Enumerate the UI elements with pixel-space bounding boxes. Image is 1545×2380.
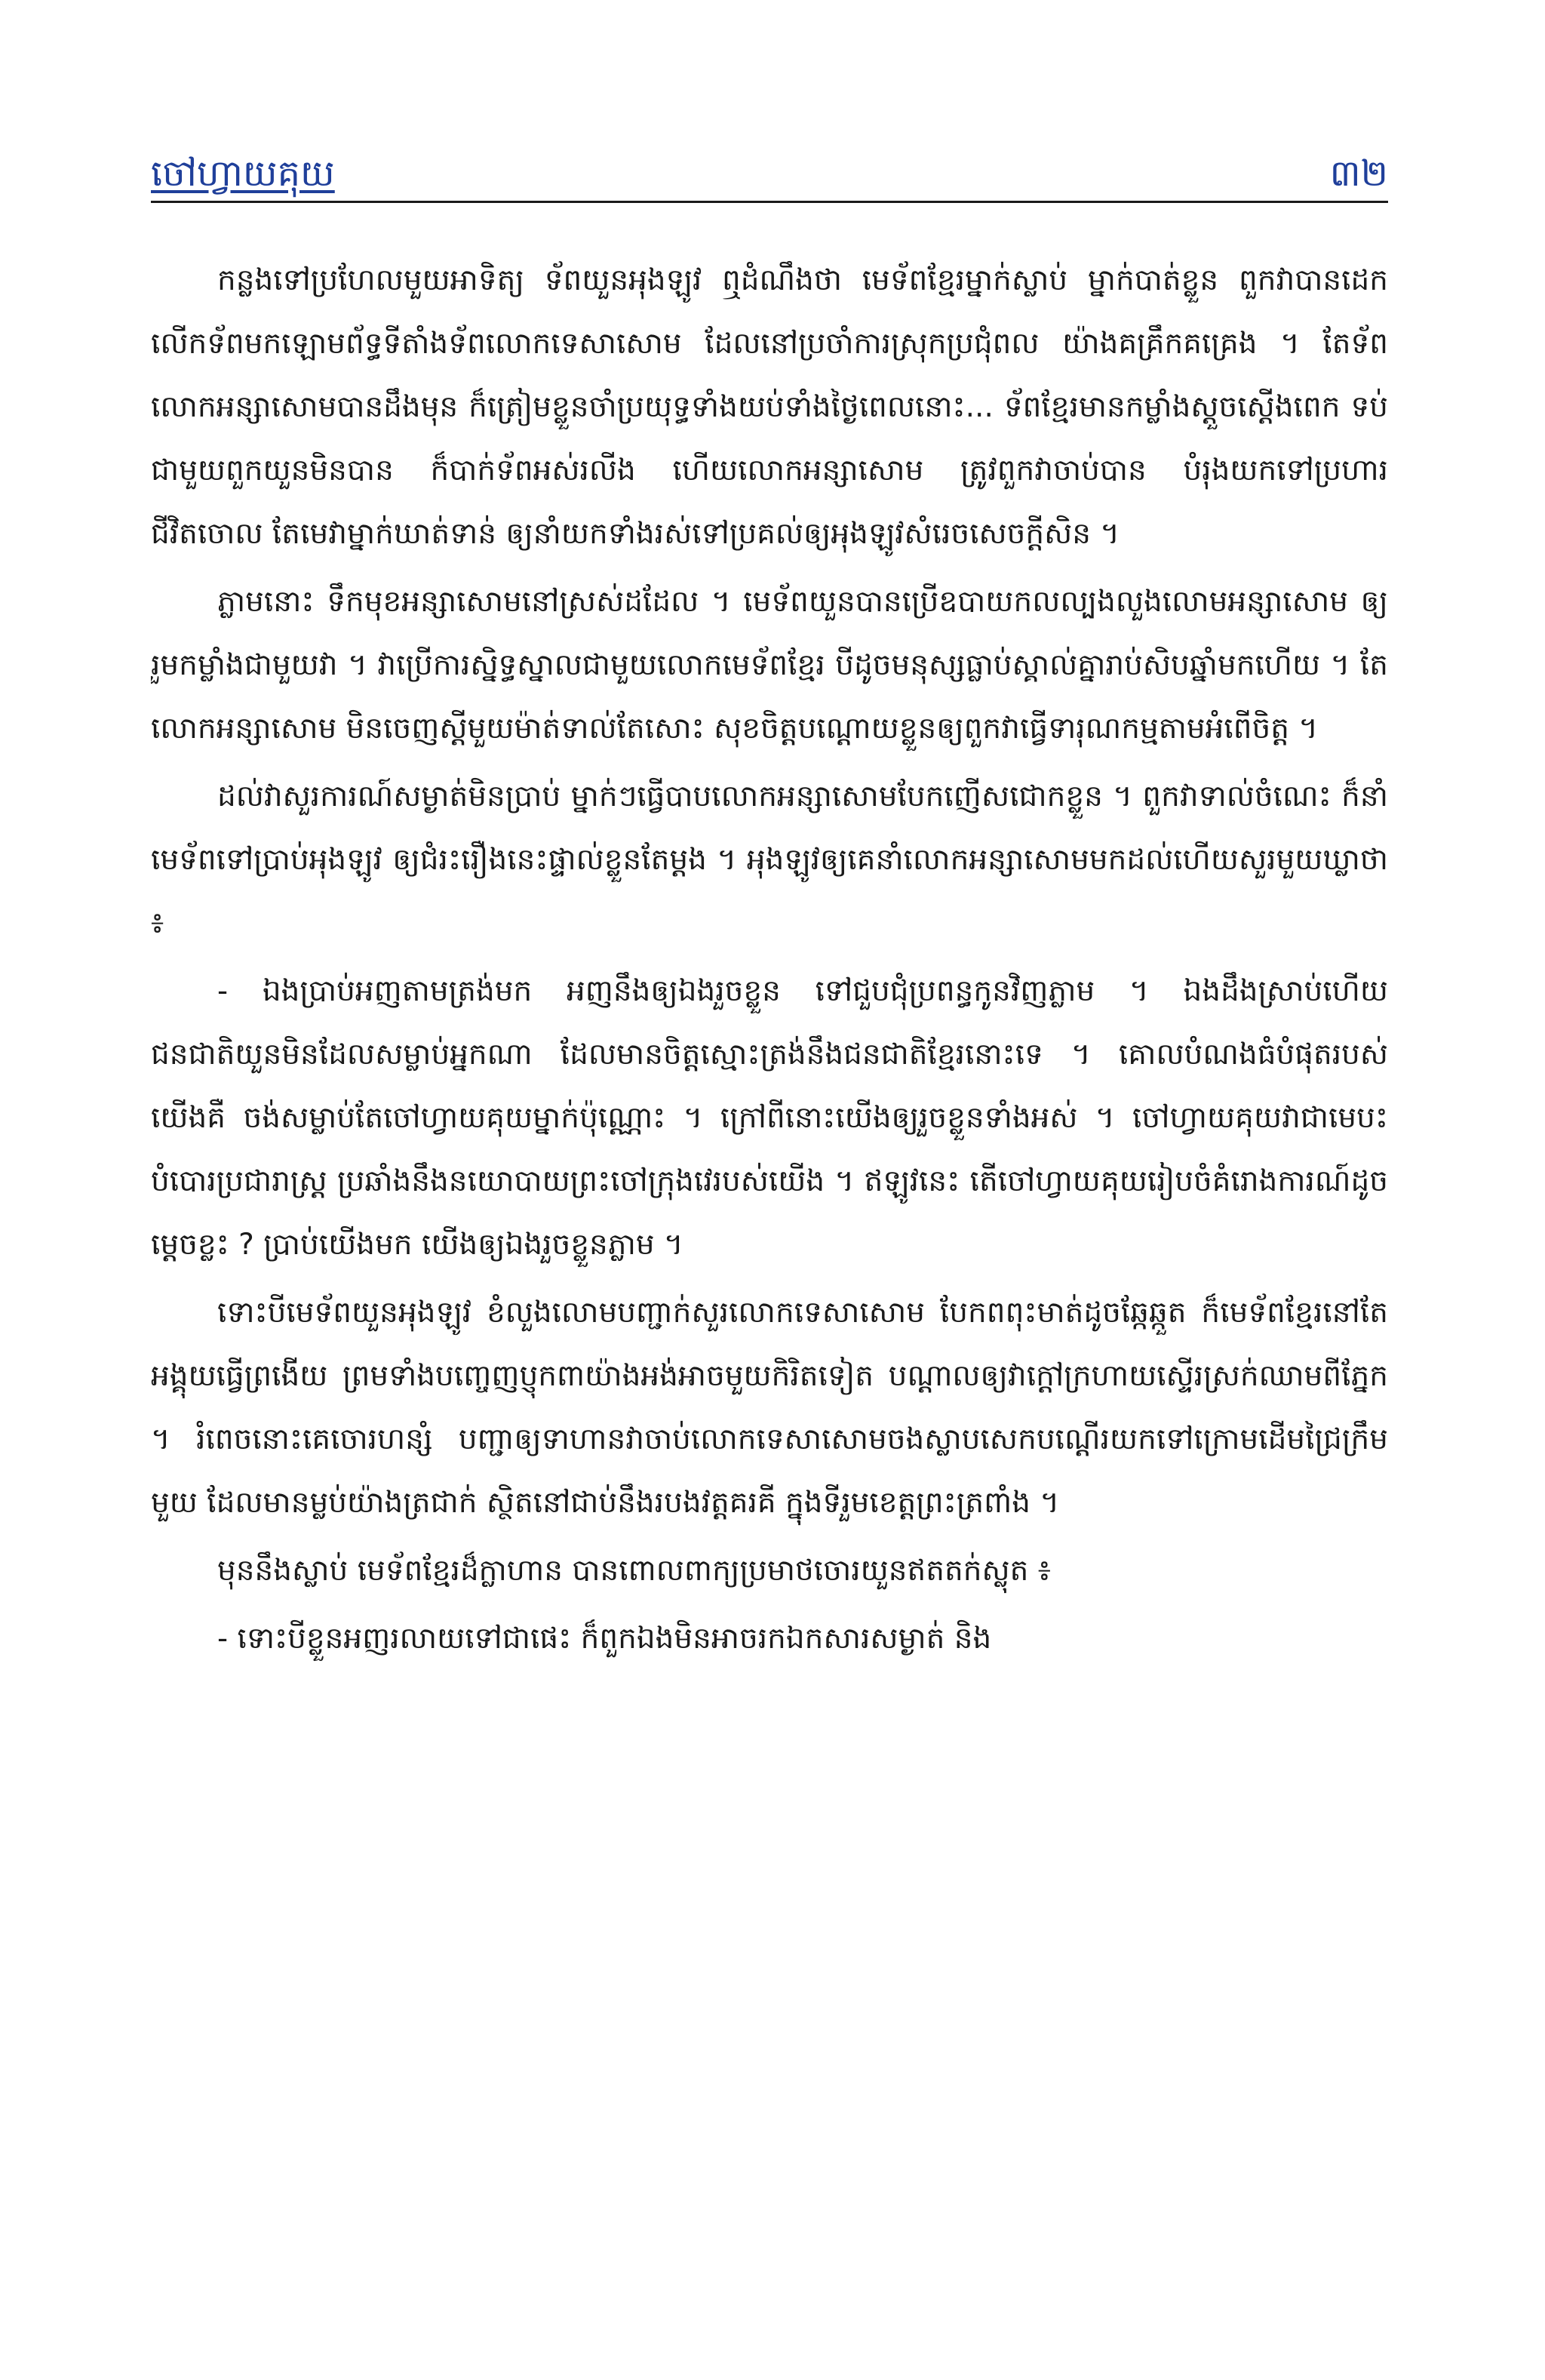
body-text [151, 249, 1388, 2286]
paragraph-3: ដល់វាសួរការណ៍សម្ងាត់មិនប្រាប់ ម្នាក់ៗធ្វើបាបលោកអន្សាសោមបែកញើសជោកខ្លួន ។ ពួកវាទាល់ចំណេះ ក៏នាំមេទ័ពទៅប្រាប់អុងឡូវ ឲ្យជំរះរឿងនេះផ្ទាល់ខ្លួនតែម្តង ។ អុងឡូវឲ្យគេនាំលោកអន្សាសោមមកដល់ហើយសួរមួយឃ្លាថា ៖ [151, 779, 1388, 940]
page-number: ៣២ [1329, 152, 1388, 195]
paragraph-4: ទោះបីមេទ័ពយួនអុងឡូវ ខំលួងលោមបញ្ជាក់សួរលោកទេសាសោម បែកពពុះមាត់ដូចឆ្កែឆ្កួត ក៏មេទ័ពខ្មែរនៅតែអង្គុយធ្វើព្រងើយ ព្រមទាំងបញ្ចេញប្ញុកពាយ៉ាងអង់អាចមួយកិរិតទៀត បណ្តាលឲ្យវាក្តៅក្រហាយស្ទើរស្រក់ឈាមពីភ្នែក ។ រំពេចនោះគេចោរហន្សំ បញ្ជាឲ្យទាហានវាចាប់លោកទេសាសោមចងស្លាបសេកបណ្តើរយកទៅក្រោមដើមជ្រៃក្រឹមមួយ ដែលមានម្លប់យ៉ាងត្រជាក់ ស្ថិតនៅជាប់នឹងរបងវត្តគរគី ក្នុងទីរួមខេត្តព្រះត្រពាំង ។ [151, 1296, 1388, 1520]
dialogue-paragraph-2: - ទោះបីខ្លួនអញរលាយទៅជាផេះ ក៏ពួកឯងមិនអាចរកឯកសារសម្ងាត់ និង [217, 1622, 992, 1656]
dialogue-paragraph-1: - ឯងប្រាប់អញតាមត្រង់មក អញនឹងឲ្យឯងរួចខ្លួន ទៅជួបជុំប្រពន្ធកូនវិញភ្លាម ។ ឯងដឹងស្រាប់ហើយ ជនជាតិយួនមិនដែលសម្លាប់អ្នកណា ដែលមានចិត្តស្មោះត្រង់នឹងជនជាតិខ្មែរនោះទេ ។ គោលបំណងធំបំផុតរបស់យើងគឺ ចង់សម្លាប់តែចៅហ្វាយគុយម្នាក់ប៉ុណ្ណោះ ។ ក្រៅពីនោះយើងឲ្យរួចខ្លួនទាំងអស់ ។ ចៅហ្វាយគុយវាជាមេបះបំបោរប្រជារាស្ត្រ ប្រឆាំងនឹងនយោបាយព្រះចៅក្រុងវេរបស់យើង ។ ឥឡូវនេះ តើចៅហ្វាយគុយរៀបចំគំរោងការណ៍ដូចម្តេចខ្លះ ? ប្រាប់យើងមក យើងឲ្យឯងរួចខ្លួនភ្លាម ។ [151, 974, 1388, 1262]
paragraph-1: កន្លងទៅប្រហែលមួយអាទិត្យ ទ័ពយួនអុងឡូវ ឮដំណឹងថា មេទ័ពខ្មែរម្នាក់ស្លាប់ ម្នាក់បាត់ខ្លួន ពួកវាបានដេកលើកទ័ពមកឡោមព័ទ្ធទីតាំងទ័ពលោកទេសាសោម ដែលនៅប្រចាំការស្រុកប្រជុំពល យ៉ាងគគ្រឹកគគ្រេង ។ តែទ័ពលោកអន្សាសោមបានដឹងមុន ក៏ត្រៀមខ្លួនចាំប្រយុទ្ធទាំងយប់ទាំងថ្ងៃពេលនោះ... ទ័ពខ្មែរមានកម្លាំងស្តួចស្តើងពេក ទប់ជាមួយពួកយួនមិនបាន ក៏បាក់ទ័ពអស់រលីង ហើយលោកអន្សាសោម ត្រូវពួកវាចាប់បាន បំរុងយកទៅប្រហារជីវិតចោល តែមេវាម្នាក់ឃាត់ទាន់ ឲ្យនាំយកទាំងរស់ទៅប្រគល់ឲ្យអុងឡូវសំរេចសេចក្តីសិន ។ [151, 263, 1388, 551]
book-title: ចៅហ្វាយគុយ [151, 152, 335, 195]
paragraph-2: ភ្លាមនោះ ទឹកមុខអន្សាសោមនៅស្រស់ដដែល ។ មេទ័ពយួនបានប្រើឧបាយកលល្បងលួងលោមអន្សាសោម ឲ្យរួមកម្លាំងជាមួយវា ។ វាប្រើការស្និទ្ធស្នាលជាមួយលោកមេទ័ពខ្មែរ បីដូចមនុស្សធ្លាប់ស្គាល់គ្នារាប់សិបឆ្នាំមកហើយ ។ តែលោកអន្សាសោម មិនចេញស្តីមួយម៉ាត់ទាល់តែសោះ សុខចិត្តបណ្តោយខ្លួនឲ្យពួកវាធ្វើទារុណកម្មតាមអំពើចិត្ត ។ [151, 585, 1388, 746]
running-header [151, 148, 1388, 203]
paragraph-5: មុននឹងស្លាប់ មេទ័ពខ្មែរដ៏ក្លាហាន បានពោលពាក្យប្រមាថចោរយួនឥតតក់ស្លុត ៖ [217, 1554, 1051, 1588]
